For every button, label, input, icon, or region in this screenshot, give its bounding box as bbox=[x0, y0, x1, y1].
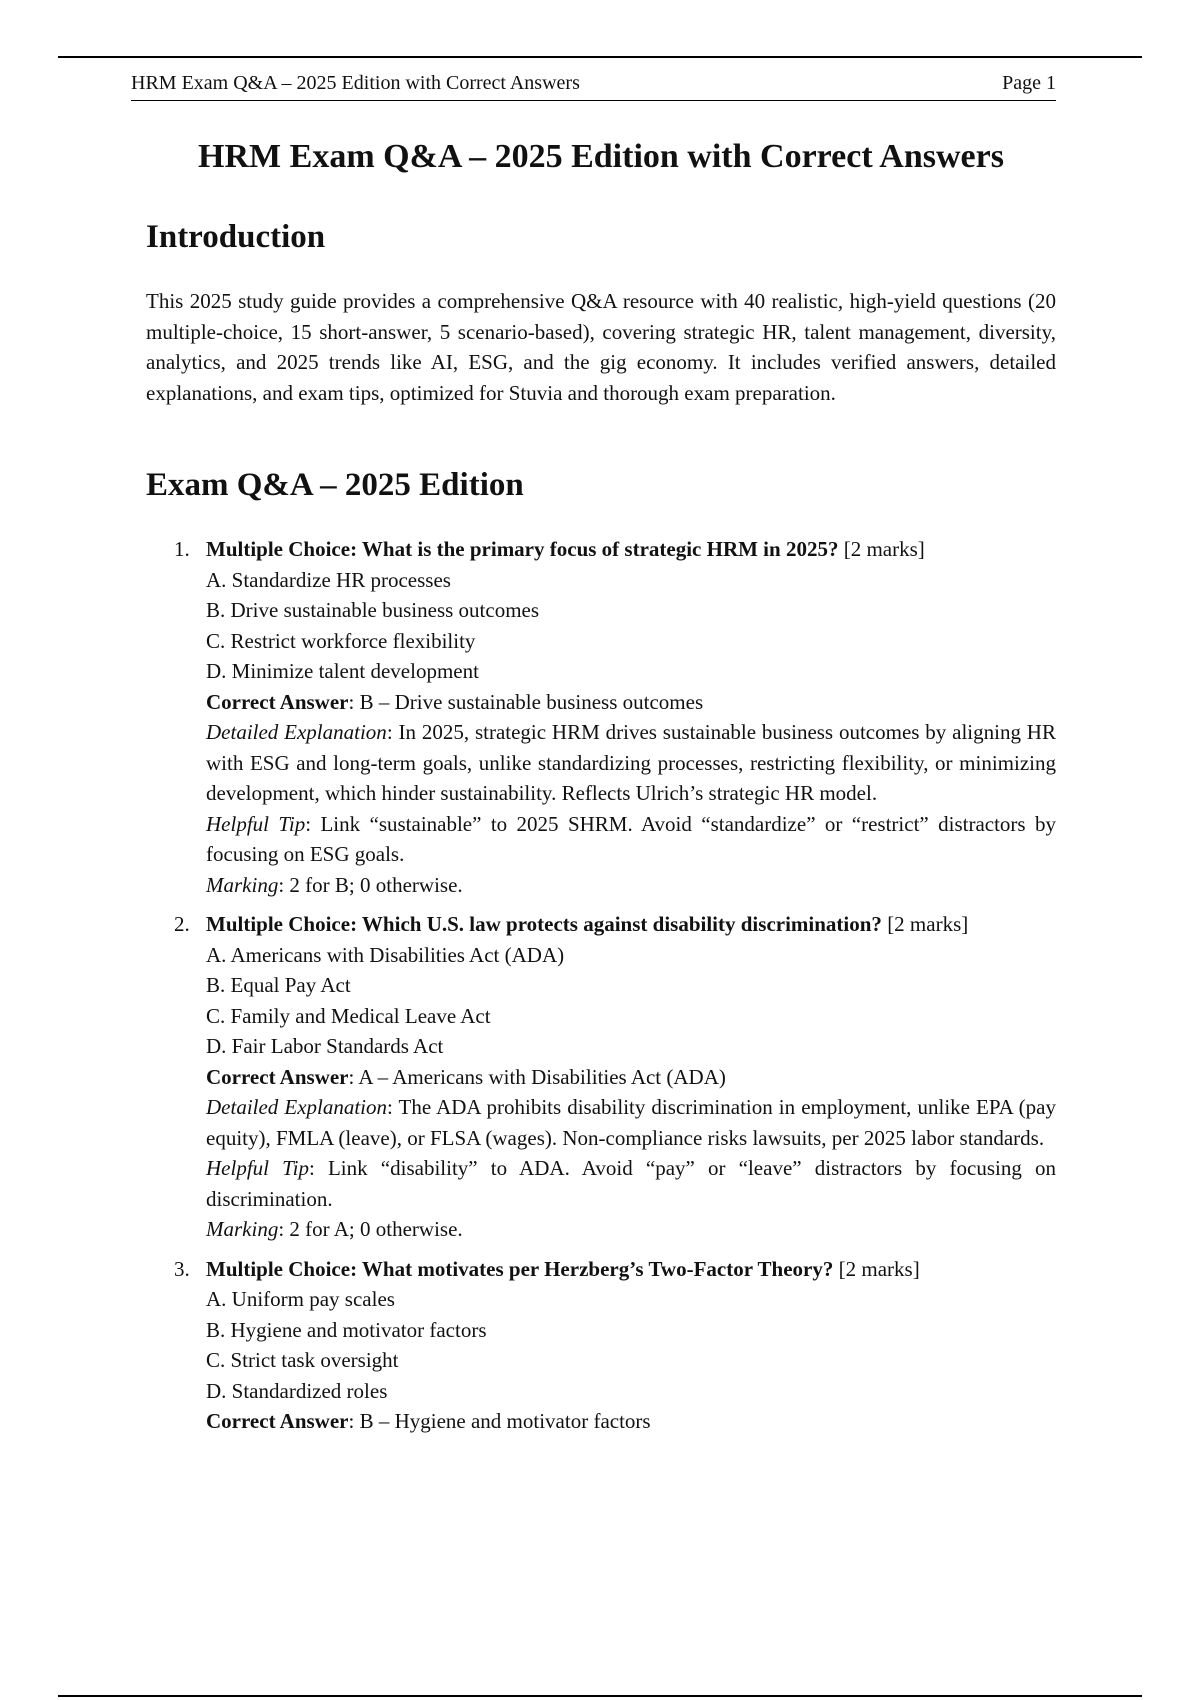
running-header-title: HRM Exam Q&A – 2025 Edition with Correct Answers bbox=[131, 71, 580, 94]
correct-answer-value: A – Americans with Disabilities Act (ADA) bbox=[358, 1064, 726, 1089]
option-b: B. Equal Pay Act bbox=[206, 973, 351, 997]
marking-text: 2 for B; 0 otherwise. bbox=[289, 872, 463, 897]
explanation-text: In 2025, strategic HRM drives sustainable business outcomes by aligning HR with ESG and long-term goals, unlike standardizing processes, restricting flexibility, or minimizing development, which hinder sustainability. Reflects Ulrich’s strategic HR model. bbox=[206, 720, 1056, 805]
tip-label: Helpful Tip bbox=[206, 1156, 309, 1180]
option-c: C. Family and Medical Leave Act bbox=[206, 1003, 491, 1028]
tip-text: Link “sustainable” to 2025 SHRM. Avoid “standardize” or “restrict” distractors by focusing on ESG goals. bbox=[206, 811, 1056, 866]
option-d: D. Fair Labor Standards Act bbox=[206, 1034, 444, 1058]
correct-answer-label: Correct Answer bbox=[206, 689, 349, 714]
correct-answer-label: Correct Answer bbox=[206, 1064, 349, 1089]
question-prompt bbox=[206, 1254, 1056, 1285]
marking-label: Marking bbox=[206, 1217, 279, 1241]
correct-answer: Correct Answer: B – Hygiene and motivator factors bbox=[206, 1409, 651, 1433]
question-item bbox=[146, 909, 1056, 1245]
question-prompt bbox=[206, 909, 1056, 940]
explanation-label: Detailed Explanation bbox=[206, 1095, 388, 1119]
option-a: A. Uniform pay scales bbox=[206, 1287, 395, 1311]
question-stem: Multiple Choice: What is the primary focus of strategic HRM in 2025? bbox=[206, 537, 839, 561]
question-marks: [2 marks] bbox=[887, 912, 969, 936]
question-stem: Multiple Choice: What motivates per Herzberg’s Two-Factor Theory? bbox=[206, 1256, 834, 1281]
document-title: HRM Exam Q&A – 2025 Edition with Correct Answers bbox=[198, 138, 1004, 175]
question-number: 3. bbox=[174, 1256, 190, 1281]
question-item bbox=[146, 1254, 1056, 1437]
page-number: Page 1 bbox=[1002, 71, 1056, 94]
question-marks: [2 marks] bbox=[838, 1256, 920, 1281]
correct-answer-value: B – Hygiene and motivator factors bbox=[359, 1409, 651, 1433]
question-prompt bbox=[206, 534, 1056, 565]
tip-label: Helpful Tip bbox=[206, 811, 306, 836]
correct-answer-label: Correct Answer bbox=[206, 1409, 349, 1433]
page-bottom-rule bbox=[58, 1695, 1142, 1697]
marking: Marking: 2 for B; 0 otherwise. bbox=[206, 872, 463, 897]
option-c: C. Restrict workforce flexibility bbox=[206, 628, 476, 653]
marking-text: 2 for A; 0 otherwise. bbox=[289, 1217, 463, 1241]
option-a: A. Standardize HR processes bbox=[206, 567, 451, 592]
introduction-heading: Introduction bbox=[146, 219, 326, 255]
helpful-tip: Helpful Tip: Link “sustainable” to 2025 SHRM. Avoid “standardize” or “restrict” distractors by focusing on ESG goals. bbox=[206, 811, 1056, 866]
helpful-tip: Helpful Tip: Link “disability” to ADA. Avoid “pay” or “leave” distractors by focusing on discrimination. bbox=[206, 1156, 1056, 1211]
detailed-explanation: Detailed Explanation: The ADA prohibits disability discrimination in employment, unlike EPA (pay equity), FMLA (leave), or FLSA (wages). Non-compliance risks lawsuits, per 2025 labor standards. bbox=[206, 1095, 1056, 1150]
option-a: A. Americans with Disabilities Act (ADA) bbox=[206, 942, 565, 967]
page-top-rule bbox=[58, 56, 1142, 58]
question-item bbox=[146, 534, 1056, 900]
correct-answer-value: B – Drive sustainable business outcomes bbox=[359, 689, 704, 714]
explanation-label: Detailed Explanation bbox=[206, 720, 387, 744]
detailed-explanation: Detailed Explanation: In 2025, strategic HRM drives sustainable business outcomes by aligning HR with ESG and long-term goals, unlike standardizing processes, restricting flexibility, or minimizing development, which hinder sustainability. Reflects Ulrich’s strategic HR model. bbox=[206, 720, 1056, 805]
document-body bbox=[146, 128, 1056, 1446]
explanation-text: The ADA prohibits disability discrimination in employment, unlike EPA (pay equity), FMLA (leave), or FLSA (wages). Non-compliance risks lawsuits, per 2025 labor standards. bbox=[206, 1095, 1056, 1150]
option-b: B. Hygiene and motivator factors bbox=[206, 1317, 487, 1342]
correct-answer: Correct Answer: A – Americans with Disabilities Act (ADA) bbox=[206, 1064, 726, 1089]
question-number: 2. bbox=[174, 912, 190, 936]
marking-label: Marking bbox=[206, 872, 279, 897]
option-d: D. Minimize talent development bbox=[206, 659, 479, 683]
running-header bbox=[131, 66, 1056, 101]
introduction-paragraph: This 2025 study guide provides a comprehensive Q&A resource with 40 realistic, high-yield questions (20 multiple-choice, 15 short-answer, 5 scenario-based), covering strategic HR, talent management, diversity, analytics, and 2025 trends like AI, ESG, and the gig economy. It includes verified answers, detailed explanations, and exam tips, optimized for Stuvia and thorough exam preparation. bbox=[146, 289, 1056, 405]
option-c: C. Strict task oversight bbox=[206, 1348, 399, 1372]
question-list bbox=[146, 534, 1056, 1437]
question-marks: [2 marks] bbox=[843, 537, 925, 561]
option-b: B. Drive sustainable business outcomes bbox=[206, 598, 540, 622]
marking: Marking: 2 for A; 0 otherwise. bbox=[206, 1217, 463, 1241]
correct-answer: Correct Answer: B – Drive sustainable business outcomes bbox=[206, 689, 704, 714]
tip-text: Link “disability” to ADA. Avoid “pay” or “leave” distractors by focusing on discrimination. bbox=[206, 1156, 1056, 1211]
exam-section-heading: Exam Q&A – 2025 Edition bbox=[146, 467, 524, 503]
option-d: D. Standardized roles bbox=[206, 1378, 388, 1403]
question-stem: Multiple Choice: Which U.S. law protects against disability discrimination? bbox=[206, 912, 882, 936]
question-number: 1. bbox=[174, 537, 190, 561]
